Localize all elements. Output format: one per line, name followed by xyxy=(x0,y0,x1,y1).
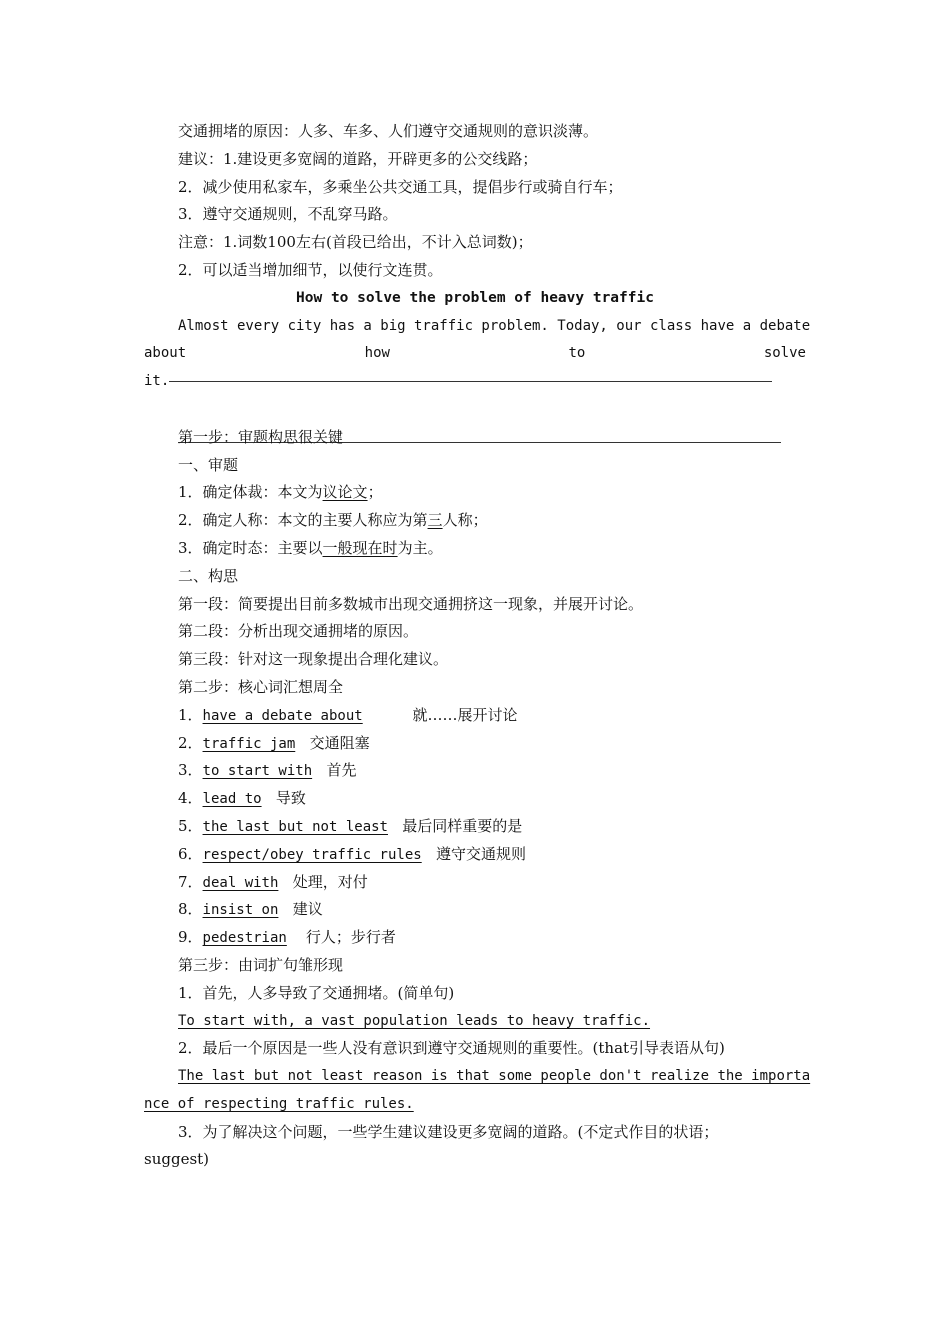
vocab-item xyxy=(144,896,806,924)
vocab-meaning: 行人；步行者 xyxy=(305,928,396,947)
vocab-item xyxy=(144,869,806,897)
vocab-phrase: to start with xyxy=(202,763,313,780)
essay-writing-line[interactable] xyxy=(144,368,806,396)
essay-word: how xyxy=(364,345,390,362)
vocab-number: 3． xyxy=(178,761,203,780)
step1-subheading: 一、审题 xyxy=(178,455,239,474)
vocab-meaning: 遵守交通规则 xyxy=(436,844,527,863)
essay-word: to xyxy=(568,345,586,362)
vocab-number: 4． xyxy=(178,789,203,808)
item-text: 3．确定时态：主要以 xyxy=(178,538,323,557)
essay-title: How to solve the problem of heavy traffic xyxy=(296,289,654,306)
vocab-item xyxy=(144,841,806,869)
item-text: 1．确定体裁：本文为 xyxy=(178,483,323,502)
sentence-prompt: 1．首先，人多导致了交通拥堵。(简单句) xyxy=(178,983,455,1002)
step3-heading: 第三步：由词扩句雏形现 xyxy=(178,955,344,974)
task-line: 建议：1.建设更多宽阔的道路，开辟更多的公交线路； xyxy=(178,149,538,168)
sentence-prompt: 2．最后一个原因是一些人没有意识到遵守交通规则的重要性。(that引导表语从句) xyxy=(178,1039,725,1058)
vocab-meaning: 导致 xyxy=(275,789,306,808)
vocab-number: 8． xyxy=(178,900,203,919)
task-line: 2．减少使用私家车，多乘坐公共交通工具，提倡步行或骑自行车； xyxy=(178,177,623,196)
document-page xyxy=(144,118,811,1174)
outline-paragraph: 第二段：分析出现交通拥堵的原因。 xyxy=(178,622,419,641)
answer-text: nce of respecting traffic rules. xyxy=(144,1095,414,1112)
vocab-phrase: pedestrian xyxy=(202,930,287,947)
task-line: 注意：1.词数100左右(首段已给出，不计入总词数)； xyxy=(178,233,533,252)
essay-word: about xyxy=(144,345,187,362)
vocab-phrase: traffic jam xyxy=(202,735,296,752)
vocab-phrase-wrap xyxy=(203,703,413,731)
sentence-prompt-cont: suggest) xyxy=(144,1150,210,1169)
item-keyword: 三 xyxy=(427,511,443,530)
vocab-number: 1． xyxy=(178,705,203,724)
essay-line: Almost every city has a big traffic problem. Today, our class have a debate xyxy=(178,317,811,334)
vocab-item xyxy=(144,813,806,841)
vocab-number: 9． xyxy=(178,928,203,947)
step1-heading: 第一步：审题构思很关键 xyxy=(178,427,344,446)
sentence-answer xyxy=(144,1008,806,1036)
vocab-number: 5． xyxy=(178,816,203,835)
answer-text: The last but not least reason is that some people don't realize the importa xyxy=(178,1068,811,1085)
vocab-phrase: deal with xyxy=(202,874,279,891)
sentence-answer xyxy=(144,1063,811,1091)
vocab-meaning: 建议 xyxy=(292,900,323,919)
task-line: 3．遵守交通规则，不乱穿马路。 xyxy=(178,205,398,224)
vocab-meaning: 首先 xyxy=(326,761,357,780)
task-line: 2．可以适当增加细节，以使行文连贯。 xyxy=(178,260,443,279)
vocab-meaning: 交通阻塞 xyxy=(309,733,370,752)
item-keyword: 一般现在时 xyxy=(322,538,398,557)
step1-item xyxy=(144,535,806,563)
task-line: 交通拥堵的原因：人多、车多、人们遵守交通规则的意识淡薄。 xyxy=(178,122,599,140)
essay-word: solve xyxy=(763,345,806,362)
item-text: 2．确定人称：本文的主要人称应为第 xyxy=(178,511,428,530)
vocab-number: 2． xyxy=(178,733,203,752)
vocab-meaning: 处理，对付 xyxy=(292,872,368,891)
vocab-item xyxy=(144,785,806,813)
vocab-phrase: respect/obey traffic rules xyxy=(202,846,422,863)
item-text: ； xyxy=(367,483,383,502)
vocab-phrase: lead to xyxy=(202,791,262,808)
item-keyword: 议论文 xyxy=(322,483,368,502)
vocab-meaning: 最后同样重要的是 xyxy=(402,816,523,835)
vocab-phrase: have a debate about xyxy=(202,707,363,724)
vocab-item xyxy=(144,924,806,952)
vocab-number: 6． xyxy=(178,844,203,863)
step2-heading: 第二步：核心词汇想周全 xyxy=(178,677,344,696)
item-text: 人称； xyxy=(442,511,488,530)
vocab-phrase: insist on xyxy=(202,902,279,919)
vocab-number: 7． xyxy=(178,872,203,891)
outline-paragraph: 第一段：简要提出目前多数城市出现交通拥挤这一现象，并展开讨论。 xyxy=(178,594,644,613)
vocab-item xyxy=(144,702,806,730)
step1-item xyxy=(144,507,806,535)
answer-blank-line[interactable] xyxy=(169,380,772,382)
vocab-phrase: the last but not least xyxy=(202,818,388,835)
essay-line-justified xyxy=(144,340,806,368)
vocab-item xyxy=(144,730,806,758)
item-text: 为主。 xyxy=(397,538,443,557)
vocab-item xyxy=(144,757,806,785)
answer-text: To start with, a vast population leads to heavy traffic. xyxy=(178,1012,651,1029)
vocab-meaning: 就……展开讨论 xyxy=(412,705,518,724)
step1-subheading: 二、构思 xyxy=(178,566,239,585)
step1-item xyxy=(144,479,806,507)
sentence-prompt: 3．为了解决这个问题，一些学生建议建设更多宽阔的道路。(不定式作目的状语； xyxy=(178,1122,719,1141)
outline-paragraph: 第三段：针对这一现象提出合理化建议。 xyxy=(178,650,449,669)
essay-line-prefix: it. xyxy=(144,373,170,390)
answer-blank-area[interactable] xyxy=(144,396,806,424)
sentence-answer-cont xyxy=(144,1091,806,1119)
